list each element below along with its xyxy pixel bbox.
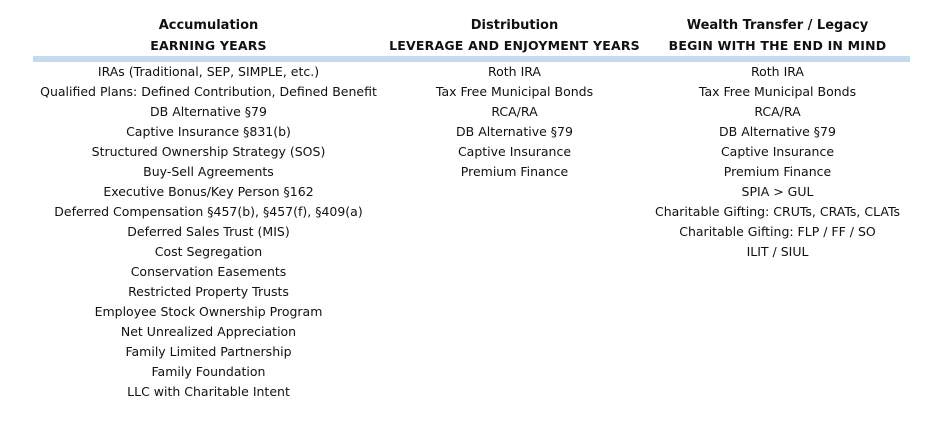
list-item: Qualified Plans: Defined Contribution, Defined Benefit	[40, 84, 377, 99]
distribution-list	[384, 62, 645, 402]
list-item: Deferred Sales Trust (MIS)	[127, 224, 290, 239]
list-item: Restricted Property Trusts	[128, 284, 289, 299]
list-item: Executive Bonus/Key Person §162	[103, 184, 314, 199]
list-item: DB Alternative §79	[456, 124, 573, 139]
list-item: ILIT / SIUL	[746, 244, 809, 259]
column-subtitle: LEVERAGE AND ENJOYMENT YEARS	[389, 38, 640, 53]
list-item: Roth IRA	[751, 64, 804, 79]
column-header-distribution	[384, 16, 645, 56]
list-item: IRAs (Traditional, SEP, SIMPLE, etc.)	[97, 64, 320, 79]
list-item: Charitable Gifting: CRUTs, CRATs, CLATs	[654, 204, 901, 219]
list-item: Deferred Compensation §457(b), §457(f), §409(a)	[54, 204, 363, 219]
list-item: Net Unrealized Appreciation	[120, 324, 297, 339]
list-item: RCA/RA	[491, 104, 538, 119]
strategy-table	[33, 16, 910, 402]
list-item: Conservation Easements	[130, 264, 287, 279]
list-item: Tax Free Municipal Bonds	[435, 84, 594, 99]
list-item: Captive Insurance	[457, 144, 572, 159]
list-item: Roth IRA	[488, 64, 541, 79]
list-item: SPIA > GUL	[741, 184, 814, 199]
column-title: Distribution	[470, 18, 559, 33]
column-title: Wealth Transfer / Legacy	[686, 18, 869, 33]
table-body	[33, 62, 910, 402]
table-header	[33, 16, 910, 56]
list-item: Family Foundation	[151, 364, 266, 379]
list-item: Cost Segregation	[154, 244, 263, 259]
list-item: Family Limited Partnership	[125, 344, 292, 359]
column-subtitle: EARNING YEARS	[150, 38, 267, 53]
column-header-accumulation	[33, 16, 384, 56]
list-item: DB Alternative §79	[150, 104, 267, 119]
list-item: RCA/RA	[754, 104, 801, 119]
list-item: LLC with Charitable Intent	[127, 384, 290, 399]
column-title: Accumulation	[158, 18, 259, 33]
list-item: Charitable Gifting: FLP / FF / SO	[679, 224, 876, 239]
list-item: Premium Finance	[723, 164, 832, 179]
column-subtitle: BEGIN WITH THE END IN MIND	[668, 38, 887, 53]
list-item: Captive Insurance §831(b)	[126, 124, 291, 139]
list-item: Employee Stock Ownership Program	[94, 304, 323, 319]
list-item: Premium Finance	[460, 164, 569, 179]
list-item: Tax Free Municipal Bonds	[698, 84, 857, 99]
list-item: Structured Ownership Strategy (SOS)	[91, 144, 326, 159]
list-item: Buy-Sell Agreements	[143, 164, 274, 179]
accumulation-list	[33, 62, 384, 402]
column-header-wealth-transfer	[645, 16, 910, 56]
list-item: Captive Insurance	[720, 144, 835, 159]
list-item: DB Alternative §79	[719, 124, 836, 139]
wealth-transfer-list	[645, 62, 910, 402]
